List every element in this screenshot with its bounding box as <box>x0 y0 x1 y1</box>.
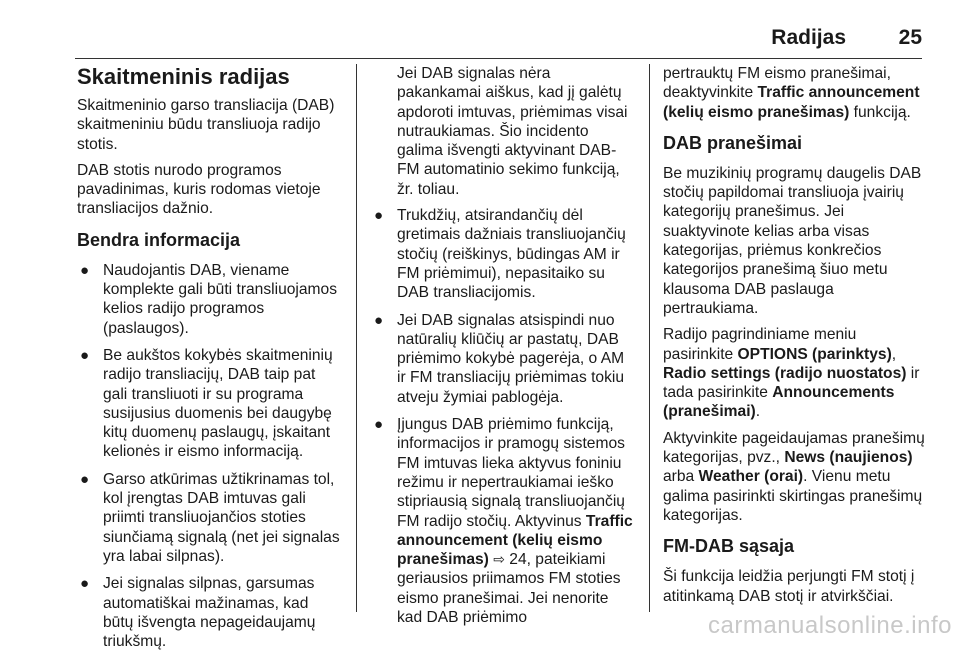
list-item: ● Jei DAB signalas atsispindi nuo natūralių kliūčių ar pastatų, DAB priėmimo kokybė pagerėja, o AM ir FM transliacijų priėmimas tokiu atveju žymiai pablogėja. <box>374 311 625 406</box>
menu-option: News (naujienos) <box>784 449 913 467</box>
watermark: carmanualsonline.info <box>708 612 952 639</box>
section-title: Radijas <box>771 26 846 49</box>
column-1 <box>77 62 342 659</box>
column-divider <box>356 64 357 612</box>
menu-option: Announcements (pranešimai) <box>663 384 895 421</box>
column-3 <box>663 64 925 613</box>
bullet-icon: ● <box>80 261 90 279</box>
column-divider <box>649 64 650 612</box>
list-item: ● Įjungus DAB priėmimo funkciją, informacijos ir pramogų sistemos FM imtuvas lieka aktyvus foniniu režimu ir nepertraukiamai ieško stipriausią signalą transliuojančių FM radijo stočių. Aktyvinus Traffic announcement (kelių eismo pranešimas) ⇨ 24, pateikiami geriausios priimamos FM stoties eismo pranešimai. Jei nenorite kad DAB priėmimo <box>374 416 633 627</box>
page-reference-icon: ⇨ <box>493 551 505 568</box>
paragraph: Skaitmeninio garso transliacija (DAB) skaitmeniniu būdu transliuoja radijo stotis. <box>77 97 335 153</box>
paragraph: Aktyvinkite pageidaujamas pranešimų kategorijas, pvz., News (naujienos) arba Weather (orai). Vienu metu galima pasirinkti skirtingas pranešimų kategorijas. <box>663 429 925 524</box>
bullet-icon: ● <box>374 207 384 225</box>
bullet-icon: ● <box>374 311 384 329</box>
function-name: Traffic announcement (kelių eismo pranešimas) <box>663 84 920 121</box>
section-heading: FM-DAB sąsaja <box>663 536 795 557</box>
bullet-list <box>77 261 342 652</box>
page-number: 25 <box>898 26 922 49</box>
list-item: ● Jei signalas silpnas, garsumas automatiškai mažinamas, kad būtų išvengta nepageidaujamų triukšmų. <box>80 575 316 651</box>
paragraph: Radijo pagrindiniame meniu pasirinkite OPTIONS (parinktys), Radio settings (radijo nuostatos) ir tada pasirinkite Announcements (pranešimai). <box>663 326 920 421</box>
bullet-list <box>371 206 635 627</box>
paragraph: pertrauktų FM eismo pranešimai, deaktyvinkite Traffic announcement (kelių eismo pranešimas) funkciją. <box>663 65 920 121</box>
bullet-icon: ● <box>80 470 90 488</box>
list-item: ● Naudojantis DAB, viename komplekte gali būti transliuojamos kelios radijo programos (paslaugos). <box>80 261 338 337</box>
menu-option: Weather (orai) <box>698 468 804 486</box>
paragraph: DAB stotis nurodo programos pavadinimas, kuris rodomas vietoje transliacijos dažnio. <box>77 161 321 218</box>
list-item: ● Garso atkūrimas užtikrinamas tol, kol įrengtas DAB imtuvas gali priimti transliuojančios stoties siunčiamą signalą (net jei signalas yra labai silpnas). <box>80 470 340 565</box>
header-rule <box>75 58 922 59</box>
bullet-icon: ● <box>80 346 90 364</box>
menu-option: Radio settings (radijo nuostatos) <box>663 364 907 382</box>
bullet-icon: ● <box>80 575 90 593</box>
paragraph: Jei DAB signalas nėra pakankamai aiškus, kad jį galėtų apdoroti imtuvas, priėmimas visai nutraukiamas. Šio incidento galima išvengti aktyvinant DAB-FM automatinio sekimo funkciją, žr. toliau. <box>397 65 628 198</box>
chapter-title: Skaitmeninis radijas <box>77 64 290 89</box>
page-header <box>0 0 960 60</box>
list-item: ● Trukdžių, atsirandančių dėl gretimais dažniais transliuojančių stočių (reiškinys, būdingas AM ir FM priėmimui), nepasitaiko su DAB transliacijomis. <box>374 207 626 302</box>
column-2 <box>371 64 635 635</box>
section-heading: DAB pranešimai <box>663 132 803 153</box>
cross-reference-link[interactable]: Traffic announcement (kelių eismo pranešimas) <box>397 512 633 569</box>
paragraph: Ši funkcija leidžia perjungti FM stotį į atitinkamą DAB stotį ir atvirkščiai. <box>663 568 915 605</box>
section-heading: Bendra informacija <box>77 229 241 250</box>
list-item: ● Be aukštos kokybės skaitmeninių radijo transliacijų, DAB taip pat gali transliuoti ir su programa susijusius duomenis bei daugybę kitų duomenų paslaugų, įskaitant kelionės ir eismo informaciją. <box>80 346 333 461</box>
paragraph: Be muzikinių programų daugelis DAB stočių papildomai transliuoja įvairių kategorijų pranešimus. Jei suaktyvinote kelias arba visas kategorijas, priėmus konkrečios kategorijos pranešimą šiuo metu klausoma DAB paslauga pertraukiama. <box>663 164 922 317</box>
menu-option: OPTIONS (parinktys) <box>737 345 892 363</box>
bullet-icon: ● <box>374 416 384 434</box>
